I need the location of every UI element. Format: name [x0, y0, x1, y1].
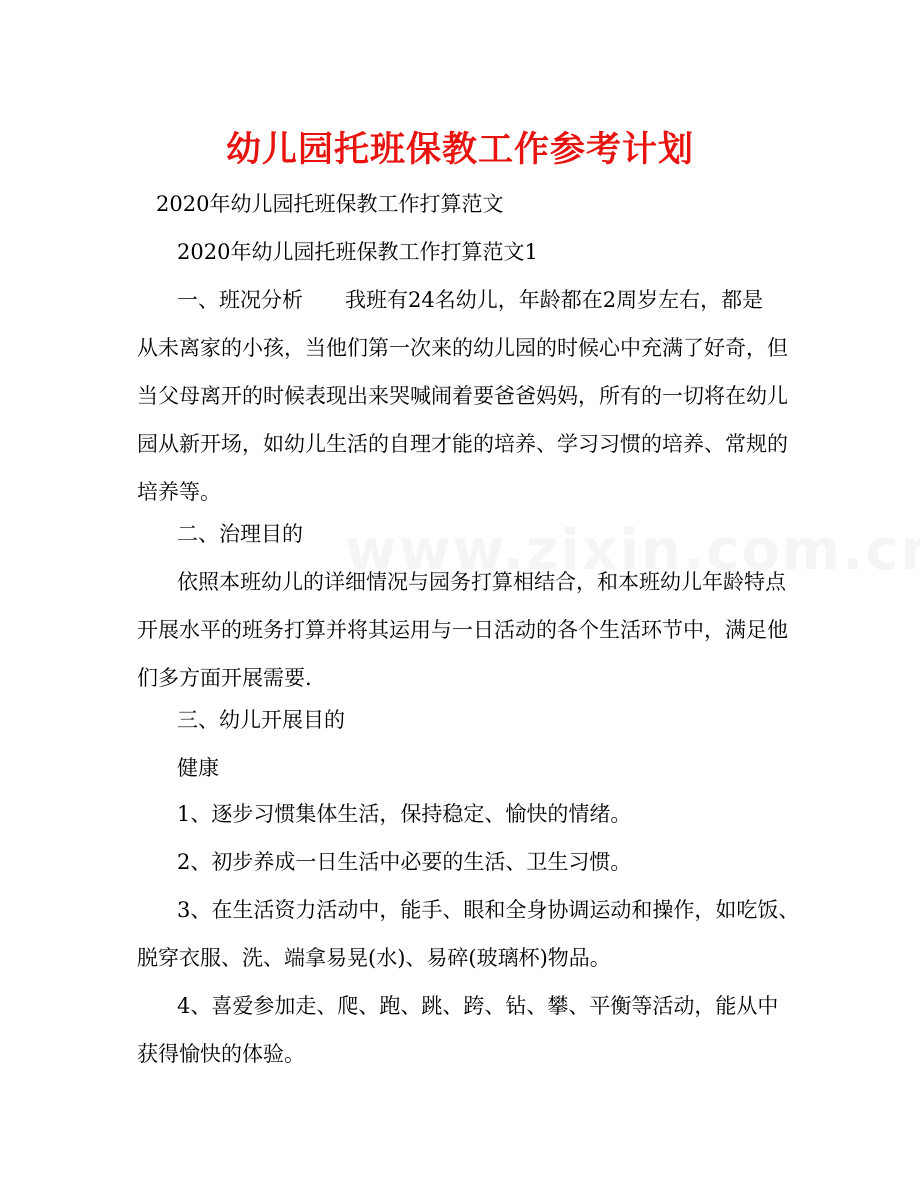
paragraph-line: 从未离家的小孩，当他们第一次来的幼儿园的时候心中充满了好奇，但	[137, 336, 788, 360]
section-heading: 二、治理目的	[177, 522, 303, 546]
list-item-continuation: 获得愉快的体验。	[137, 1042, 305, 1066]
list-item-continuation: 脱穿衣服、洗、端拿易晃(水)、易碎(玻璃杯)物品。	[137, 946, 611, 970]
paragraph-line: 园从新开场，如幼儿生活的自理才能的培养、学习习惯的培养、常规的	[137, 432, 788, 456]
section-heading: 2020年幼儿园托班保教工作打算范文1	[177, 240, 538, 264]
paragraph-line: 开展水平的班务打算并将其运用与一日活动的各个生活环节中，满足他	[137, 618, 788, 642]
section-heading: 三、幼儿开展目的	[177, 708, 345, 732]
list-item: 1、逐步习惯集体生活，保持稳定、愉快的情绪。	[177, 802, 632, 826]
list-item: 2、初步养成一日生活中必要的生活、卫生习惯。	[177, 850, 632, 874]
paragraph-line: 依照本班幼儿的详细情况与园务打算相结合，和本班幼儿年龄特点	[177, 570, 786, 594]
document-title: 幼儿园托班保教工作参考计划	[225, 130, 694, 170]
subtitle-line: 2020年幼儿园托班保教工作打算范文	[156, 192, 504, 216]
paragraph-line: 当父母离开的时候表现出来哭喊闹着要爸爸妈妈，所有的一切将在幼儿	[137, 384, 788, 408]
list-item: 3、在生活资力活动中，能手、眼和全身协调运动和操作，如吃饭、	[177, 898, 800, 922]
paragraph-line: 培养等。	[137, 480, 221, 504]
subsection-heading: 健康	[177, 756, 219, 780]
list-item: 4、喜爱参加走、爬、跑、跳、跨、钻、攀、平衡等活动，能从中	[177, 994, 779, 1018]
paragraph-line: 一、班况分析 我班有24名幼儿，年龄都在2周岁左右，都是	[177, 288, 764, 312]
paragraph-line: 们多方面开展需要.	[137, 666, 312, 690]
